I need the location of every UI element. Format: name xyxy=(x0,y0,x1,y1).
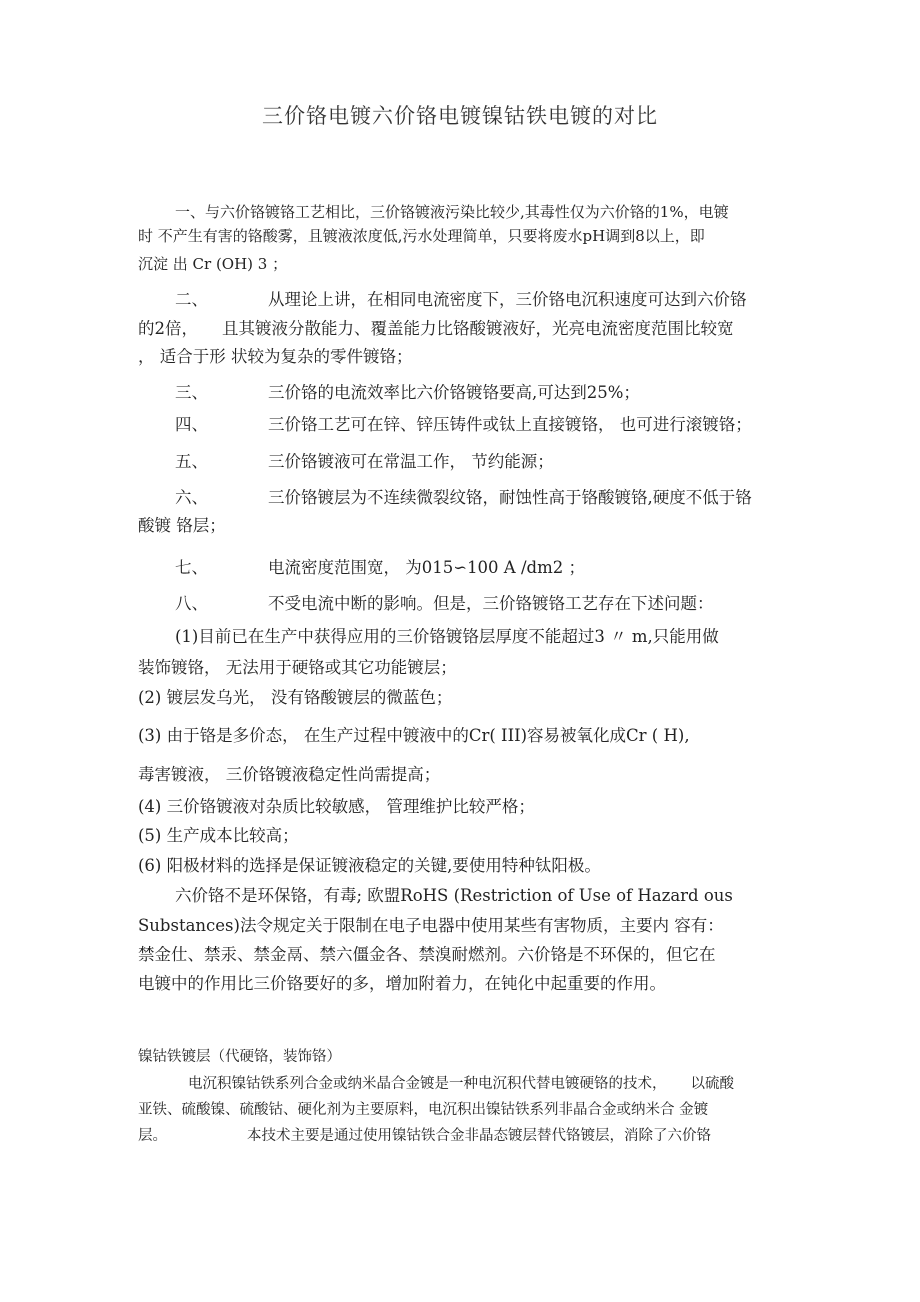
paragraph-6-marker: 六、 xyxy=(175,488,208,507)
paragraph-9-line-1: 六价铬不是环保铬，有毒; 欧盟RoHS (Restriction of Use of Hazard ous xyxy=(175,886,733,905)
section-2-text-1a: 电沉积镍钴铁系列合金或纳米晶合金镀是一种电沉积代替电镀硬铬的技术， xyxy=(188,1076,667,1092)
paragraph-2-text-2a: 的2倍， xyxy=(138,319,198,338)
section-2-line-2: 亚铁、硫酸镍、硫酸钴、硬化剂为主要原料，电沉积出镍钴铁系列非晶合金或纳米合 金镀 xyxy=(138,1102,709,1118)
section-2-heading: 镍钴铁镀层（代硬铬，装饰铬） xyxy=(138,1049,341,1065)
paragraph-2-line-1 xyxy=(175,288,747,312)
section-2-text-3b: 本技术主要是通过使用镍钴铁合金非晶态镀层替代铬镀层，消除了六价铬 xyxy=(247,1128,711,1144)
problem-3-line-2: 毒害镀液， 三价铬镀液稳定性尚需提高； xyxy=(138,765,441,784)
paragraph-8-marker: 八、 xyxy=(175,594,208,613)
paragraph-5 xyxy=(175,450,554,474)
paragraph-1-line-3: 沉淀 出 Cr (OH) 3 ； xyxy=(138,255,288,273)
problem-2: (2) 镀层发乌光， 没有铬酸镀层的微蓝色； xyxy=(138,688,453,707)
paragraph-6-line-1 xyxy=(175,486,752,510)
document-title: 三价铬电镀六价铬电镀镍钴铁电镀的对比 xyxy=(262,104,658,128)
paragraph-4-marker: 四、 xyxy=(175,415,208,434)
paragraph-8 xyxy=(175,592,714,616)
paragraph-9-line-4: 电镀中的作用比三价铬要好的多，增加附着力，在钝化中起重要的作用。 xyxy=(138,974,666,993)
paragraph-7-text: 电流密度范围宽， 为015∽100 A /dm2 ； xyxy=(268,558,585,577)
paragraph-7-marker: 七、 xyxy=(175,558,208,577)
paragraph-4 xyxy=(175,413,752,437)
paragraph-4-text: 三价铬工艺可在锌、锌压铸件或钛上直接镀铬， 也可进行滚镀铬； xyxy=(268,415,752,434)
paragraph-2-line-2 xyxy=(138,317,734,341)
paragraph-8-text: 不受电流中断的影响。但是，三价铬镀铬工艺存在下述问题： xyxy=(268,594,714,613)
paragraph-6-line-2: 酸镀 铬层； xyxy=(138,516,226,535)
paragraph-5-text: 三价铬镀液可在常温工作， 节约能源； xyxy=(268,452,554,471)
section-2-line-3 xyxy=(138,1124,711,1148)
problem-6: (6) 阳极材料的选择是保证镀液稳定的关键,要使用特种钛阳极。 xyxy=(138,856,601,875)
section-2-text-1b: 以硫酸 xyxy=(690,1076,734,1092)
paragraph-1-line-2: 时 不产生有害的铬酸雾，且镀液浓度低,污水处理简单，只要将废水pH调到8以上，即 xyxy=(138,227,705,245)
problem-3-line-1: (3) 由于铬是多价态， 在生产过程中镀液中的Cr( III)容易被氧化成Cr ( H), xyxy=(138,726,690,745)
paragraph-2-line-3: ， 适合于形 状较为复杂的零件镀铬； xyxy=(138,347,413,366)
section-2-line-1 xyxy=(188,1072,734,1096)
paragraph-7 xyxy=(175,556,585,580)
paragraph-6-text-1: 三价铬镀层为不连续微裂纹铬，耐蚀性高于铬酸镀铬,硬度不低于铬 xyxy=(268,488,752,507)
paragraph-9-line-2: Substances)法令规定关于限制在电子电器中使用某些有害物质，主要内 容有： xyxy=(138,916,724,935)
problem-5: (5) 生产成本比较高； xyxy=(138,826,299,845)
paragraph-9-line-3: 禁金仕、禁汞、禁金鬲、禁六僵金各、禁溴耐燃剂。六价铬是不环保的，但它在 xyxy=(138,945,716,964)
paragraph-3-marker: 三、 xyxy=(175,383,208,402)
problem-1-line-2: 装饰镀铬， 无法用于硬铬或其它功能镀层； xyxy=(138,658,457,677)
paragraph-1-line-1: 一、与六价铬镀铬工艺相比，三价铬镀液污染比较少,其毒性仅为六价铬的1%，电镀 xyxy=(175,203,729,221)
problem-1-line-1: (1)目前已在生产中获得应用的三价铬镀铬层厚度不能超过3 〃 m,只能用做 xyxy=(175,627,719,646)
section-2-text-3a: 层。 xyxy=(138,1128,167,1144)
paragraph-3-text: 三价铬的电流效率比六价铬镀铬要高,可达到25%； xyxy=(268,383,640,402)
paragraph-5-marker: 五、 xyxy=(175,452,208,471)
paragraph-2-text-1: 从理论上讲，在相同电流密度下，三价铬电沉积速度可达到六价铬 xyxy=(268,290,747,309)
paragraph-3 xyxy=(175,381,640,405)
paragraph-2-marker: 二、 xyxy=(175,290,208,309)
problem-4: (4) 三价铬镀液对杂质比较敏感， 管理维护比较严格； xyxy=(138,797,535,816)
paragraph-2-text-2b: 且其镀液分散能力、覆盖能力比铬酸镀液好，光亮电流密度范围比较宽 xyxy=(222,319,734,338)
